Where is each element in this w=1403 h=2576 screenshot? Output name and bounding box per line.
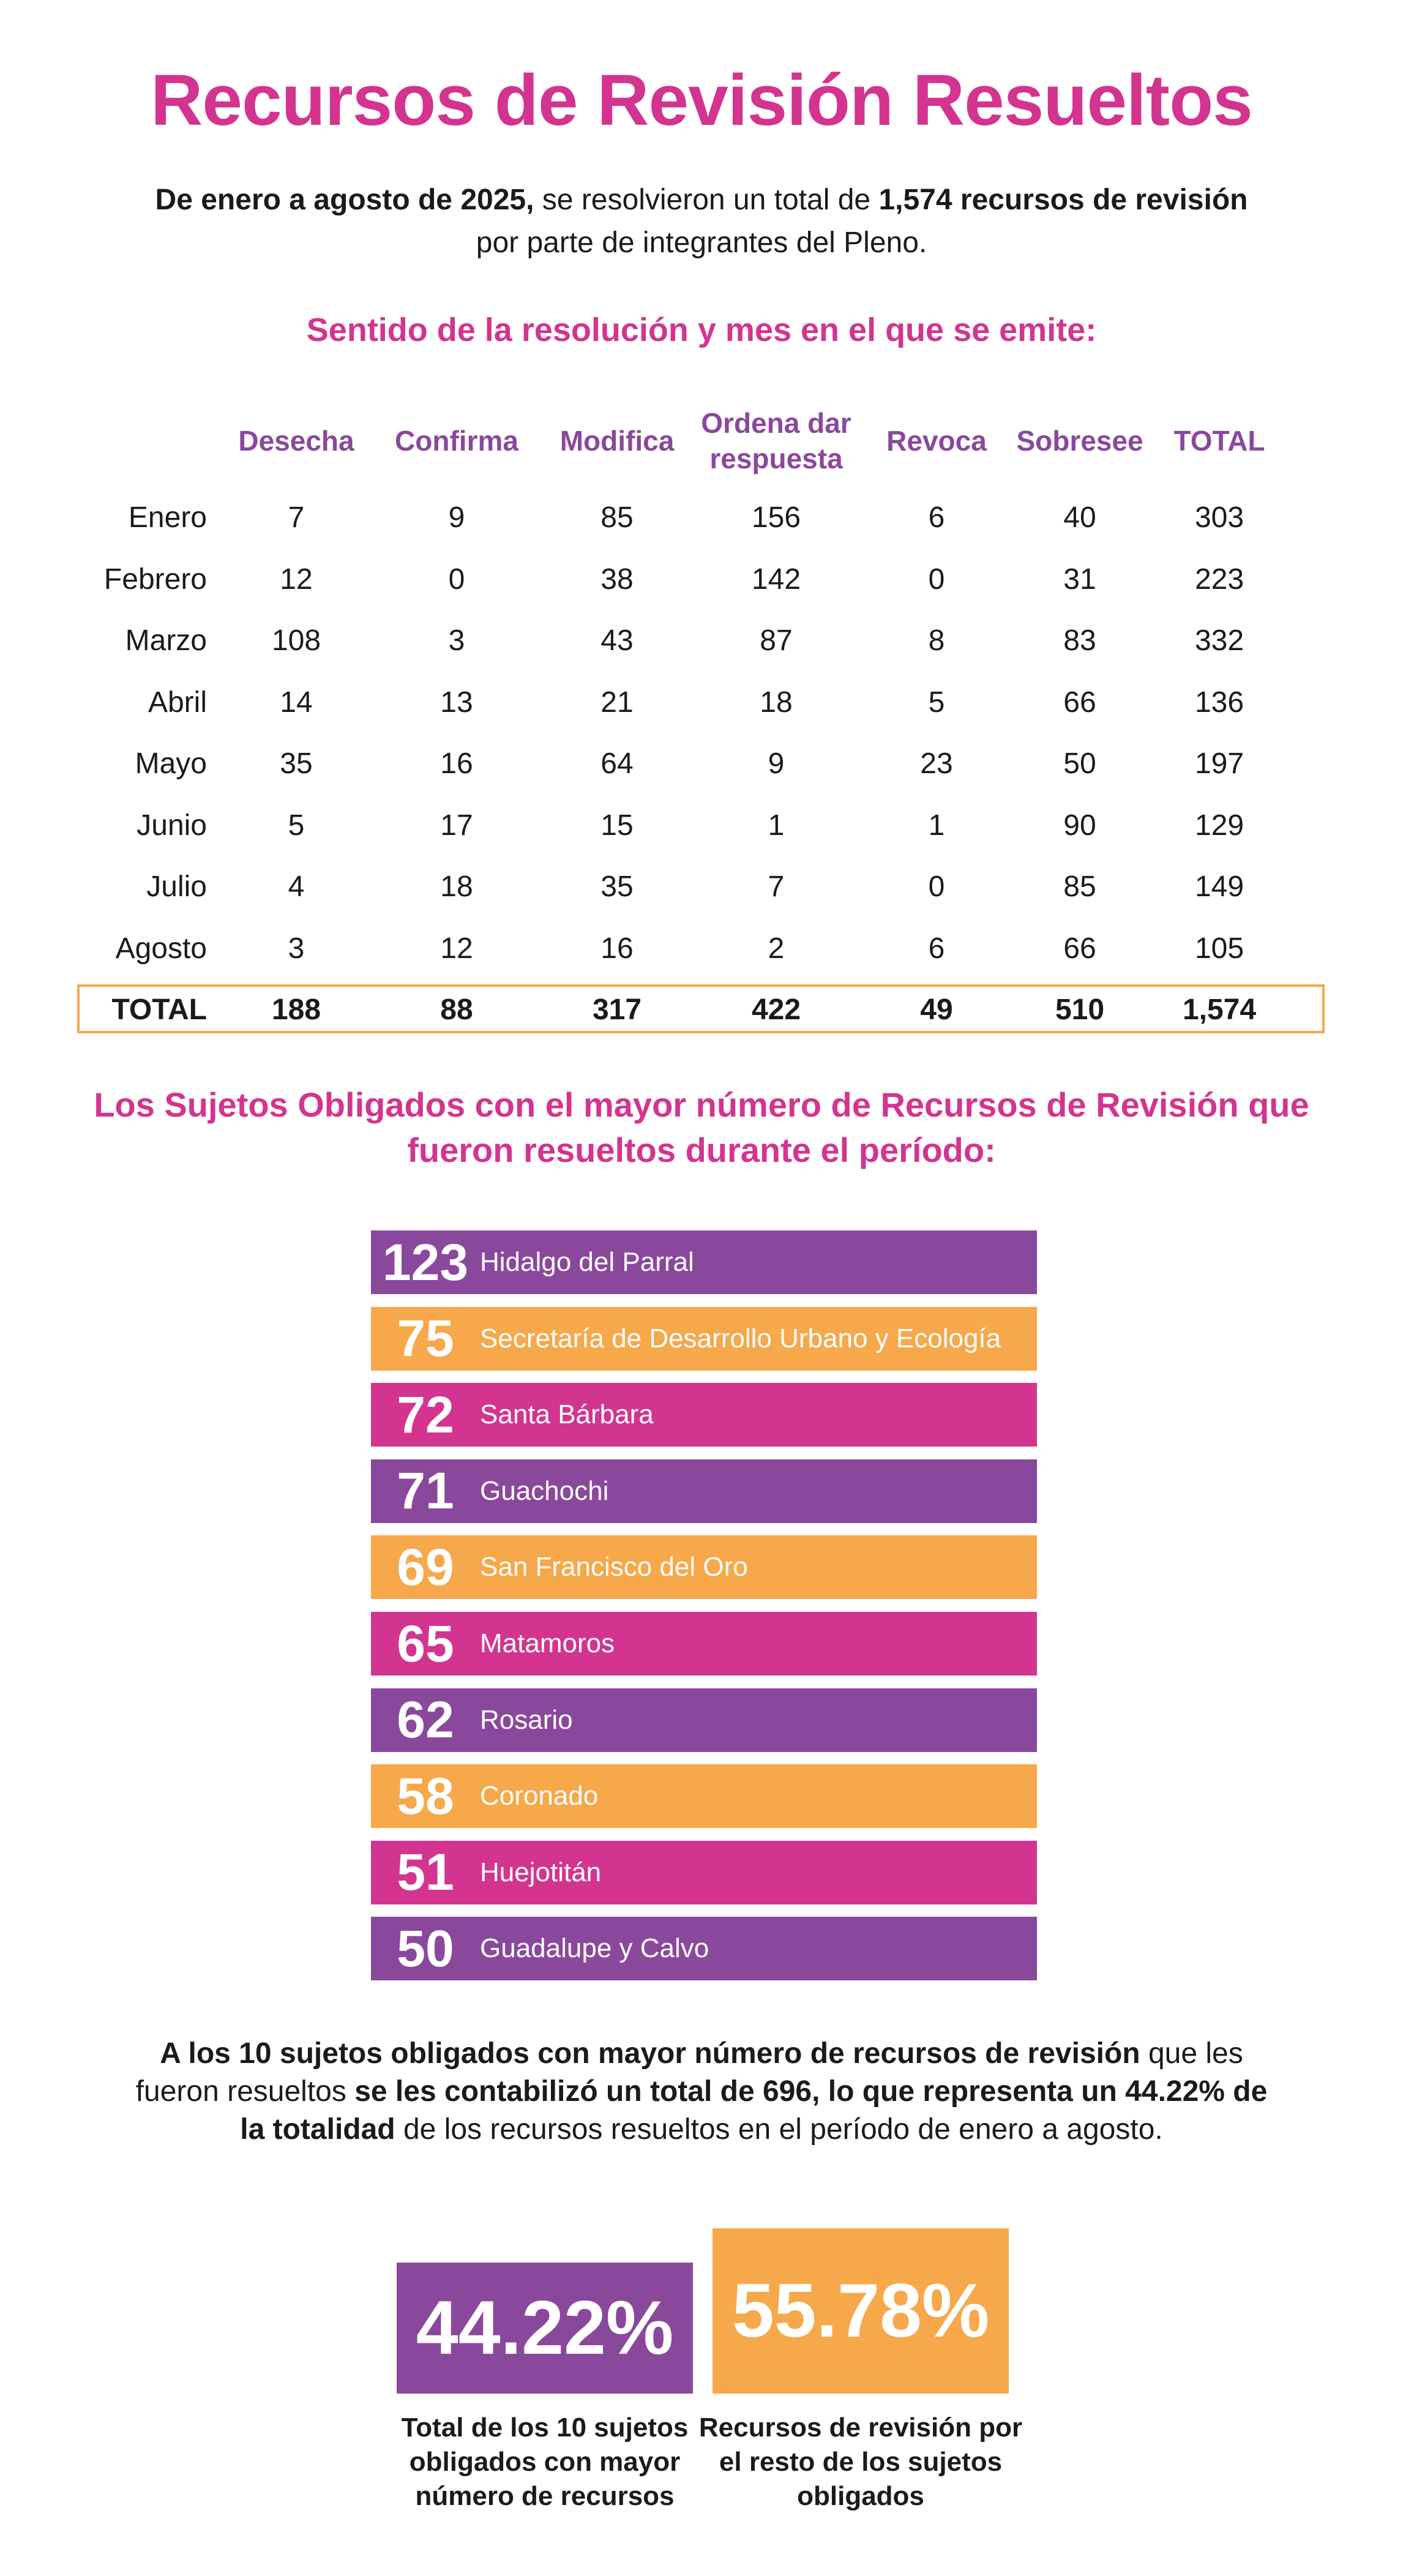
table-cell: 85 bbox=[1063, 871, 1096, 903]
table-cell: 18 bbox=[440, 871, 473, 903]
ranking-name: Guachochi bbox=[480, 1475, 609, 1506]
table-row bbox=[0, 733, 1403, 795]
percentage-top10-caption: Total de los 10 sujetos obligados con mayor número de recursos bbox=[401, 2413, 689, 2511]
summary-text-2: de los recursos resueltos en el período de enero a agosto. bbox=[395, 2113, 1163, 2146]
table-cell: 16 bbox=[600, 932, 634, 965]
table-cell: 21 bbox=[600, 686, 634, 719]
table-row bbox=[0, 856, 1403, 918]
intro-text-2: por parte de integrantes del Pleno. bbox=[476, 227, 927, 259]
table-cell: 50 bbox=[1063, 747, 1096, 780]
table-cell: 510 bbox=[1055, 994, 1105, 1026]
table-cell: 1 bbox=[768, 809, 785, 842]
table-cell: 422 bbox=[751, 994, 801, 1026]
table-cell: 0 bbox=[928, 563, 945, 596]
table-cell: 87 bbox=[760, 624, 793, 657]
summary-bold-1: A los 10 sujetos obligados con mayor número de recursos de revisión bbox=[160, 2037, 1140, 2070]
table-cell: 1 bbox=[928, 809, 945, 842]
table-cell: 108 bbox=[271, 624, 321, 657]
table-cell: 0 bbox=[928, 871, 945, 903]
ranking-item bbox=[371, 1307, 1037, 1371]
table-cell: 9 bbox=[448, 501, 465, 534]
table-cell: 188 bbox=[271, 994, 321, 1026]
table-cell: 31 bbox=[1063, 563, 1096, 596]
table-cell: 12 bbox=[280, 563, 313, 596]
table-cell: 83 bbox=[1063, 624, 1096, 657]
table-cell: 40 bbox=[1063, 501, 1096, 534]
table-cell: 8 bbox=[928, 624, 945, 657]
total-row-highlight bbox=[77, 984, 1325, 1033]
table-cell: 66 bbox=[1063, 932, 1096, 965]
table-cell: 17 bbox=[440, 809, 473, 842]
table-row bbox=[0, 610, 1403, 672]
ranking-item bbox=[371, 1535, 1037, 1599]
table-cell: 13 bbox=[440, 686, 473, 719]
table-cell: 0 bbox=[448, 563, 465, 596]
table-cell: 35 bbox=[280, 747, 313, 780]
column-header: Modifica bbox=[559, 425, 675, 457]
table-row bbox=[0, 918, 1403, 979]
table-cell: 64 bbox=[600, 747, 634, 780]
table-cell: 129 bbox=[1194, 809, 1244, 842]
table-row bbox=[0, 672, 1403, 733]
table-cell: 18 bbox=[760, 686, 793, 719]
ranking-count: 71 bbox=[397, 1462, 454, 1520]
ranking-item bbox=[371, 1459, 1037, 1523]
column-header: Ordena dar respuesta bbox=[701, 407, 851, 474]
table-cell: 43 bbox=[600, 624, 634, 657]
month-label: Abril bbox=[148, 686, 207, 719]
table-cell: 197 bbox=[1194, 747, 1244, 780]
month-label: Marzo bbox=[125, 624, 207, 657]
table-cell: 5 bbox=[928, 686, 945, 719]
table-cell: 142 bbox=[751, 563, 801, 596]
intro-bold-date: De enero a agosto de 2025, bbox=[155, 184, 534, 216]
ranking-item bbox=[371, 1841, 1037, 1904]
ranking-name: Hidalgo del Parral bbox=[480, 1247, 694, 1277]
ranking-item bbox=[371, 1612, 1037, 1676]
column-header: Sobresee bbox=[1016, 425, 1143, 457]
table-cell: 223 bbox=[1194, 563, 1244, 596]
table-cell: 90 bbox=[1063, 809, 1096, 842]
ranking-count: 65 bbox=[397, 1614, 454, 1672]
ranking-heading: Los Sujetos Obligados con el mayor número de Recursos de Revisión que fueron resueltos durante el período: bbox=[94, 1085, 1309, 1169]
month-label: Agosto bbox=[115, 932, 207, 965]
table-row bbox=[0, 795, 1403, 856]
month-label: Julio bbox=[146, 871, 207, 903]
table-cell: 66 bbox=[1063, 686, 1096, 719]
ranking-name: Secretaría de Desarrollo Urbano y Ecología bbox=[480, 1323, 1001, 1354]
ranking-item bbox=[371, 1383, 1037, 1447]
percentage-rest-box: 55.78% bbox=[713, 2228, 1009, 2394]
table-cell: 88 bbox=[440, 994, 473, 1026]
resolution-table bbox=[0, 392, 1403, 1047]
table-cell: 6 bbox=[928, 501, 945, 534]
intro-text: se resolvieron un total de bbox=[534, 184, 879, 216]
month-label: Febrero bbox=[103, 563, 207, 596]
table-cell: 14 bbox=[280, 686, 313, 719]
percentage-top10-box: 44.22% bbox=[397, 2263, 693, 2394]
ranking-name: San Francisco del Oro bbox=[480, 1552, 748, 1582]
table-cell: 3 bbox=[448, 624, 465, 657]
table-cell: 2 bbox=[768, 932, 785, 965]
month-label: Mayo bbox=[135, 747, 207, 780]
table-cell: 156 bbox=[751, 501, 801, 534]
month-label: Junio bbox=[137, 809, 207, 842]
table-cell: 6 bbox=[928, 932, 945, 965]
ranking-item bbox=[371, 1764, 1037, 1828]
ranking-item bbox=[371, 1230, 1037, 1294]
table-cell: 3 bbox=[288, 932, 305, 965]
table-cell: 332 bbox=[1194, 624, 1244, 657]
summary-text-1: que les fueron resueltos bbox=[135, 2037, 1243, 2108]
ranking-name: Coronado bbox=[480, 1781, 599, 1811]
table-cell: 7 bbox=[768, 871, 785, 903]
table-cell: 38 bbox=[600, 563, 634, 596]
ranking-count: 51 bbox=[397, 1843, 454, 1901]
ranking-name: Huejotitán bbox=[480, 1857, 602, 1887]
column-header: Revoca bbox=[886, 425, 987, 457]
ranking-count: 50 bbox=[397, 1919, 454, 1977]
table-cell: 105 bbox=[1194, 932, 1244, 965]
table-cell: 4 bbox=[288, 871, 305, 903]
percentage-rest-caption: Recursos de revisión por el resto de los sujetos obligados bbox=[698, 2413, 1023, 2511]
table-cell: 35 bbox=[600, 871, 634, 903]
intro-paragraph bbox=[151, 179, 1252, 264]
ranking-name: Guadalupe y Calvo bbox=[480, 1933, 709, 1964]
ranking-name: Matamoros bbox=[480, 1628, 615, 1658]
table-heading: Sentido de la resolución y mes en el que se emite: bbox=[306, 312, 1097, 348]
ranking-count: 69 bbox=[397, 1538, 454, 1596]
table-cell: 49 bbox=[920, 994, 953, 1026]
column-header: Confirma bbox=[395, 425, 518, 457]
ranking-item bbox=[371, 1688, 1037, 1752]
summary-paragraph bbox=[120, 2035, 1283, 2149]
summary-bold-2: se les contabilizó un total de 696, lo que representa un 44.22% de la totalidad bbox=[240, 2075, 1268, 2146]
table-row bbox=[0, 487, 1403, 549]
ranking-name: Santa Bárbara bbox=[480, 1399, 654, 1430]
table-cell: 85 bbox=[600, 501, 634, 534]
ranking-item bbox=[371, 1917, 1037, 1980]
column-header: Desecha bbox=[238, 425, 354, 457]
ranking-count: 123 bbox=[382, 1233, 469, 1291]
column-header: TOTAL bbox=[1173, 425, 1265, 457]
table-cell: 303 bbox=[1194, 501, 1244, 534]
page-title: Recursos de Revisión Resueltos bbox=[151, 60, 1252, 141]
ranking-name: Rosario bbox=[480, 1704, 573, 1735]
table-cell: 1,574 bbox=[1182, 994, 1257, 1026]
ranking-count: 58 bbox=[397, 1767, 454, 1825]
ranking-count: 62 bbox=[397, 1691, 454, 1749]
table-cell: 16 bbox=[440, 747, 473, 780]
table-cell: 15 bbox=[600, 809, 634, 842]
table-cell: 12 bbox=[440, 932, 473, 965]
table-cell: 136 bbox=[1194, 686, 1244, 719]
ranking-count: 75 bbox=[397, 1309, 454, 1368]
table-cell: 23 bbox=[920, 747, 953, 780]
table-cell: 5 bbox=[288, 809, 305, 842]
table-cell: 149 bbox=[1194, 871, 1244, 903]
table-cell: 317 bbox=[592, 994, 642, 1026]
month-label: TOTAL bbox=[111, 994, 207, 1026]
month-label: Enero bbox=[128, 501, 207, 534]
intro-bold-total: 1,574 recursos de revisión bbox=[878, 184, 1248, 216]
ranking-count: 72 bbox=[397, 1385, 454, 1443]
table-row bbox=[0, 549, 1403, 610]
table-cell: 7 bbox=[288, 501, 305, 534]
table-cell: 9 bbox=[768, 747, 785, 780]
